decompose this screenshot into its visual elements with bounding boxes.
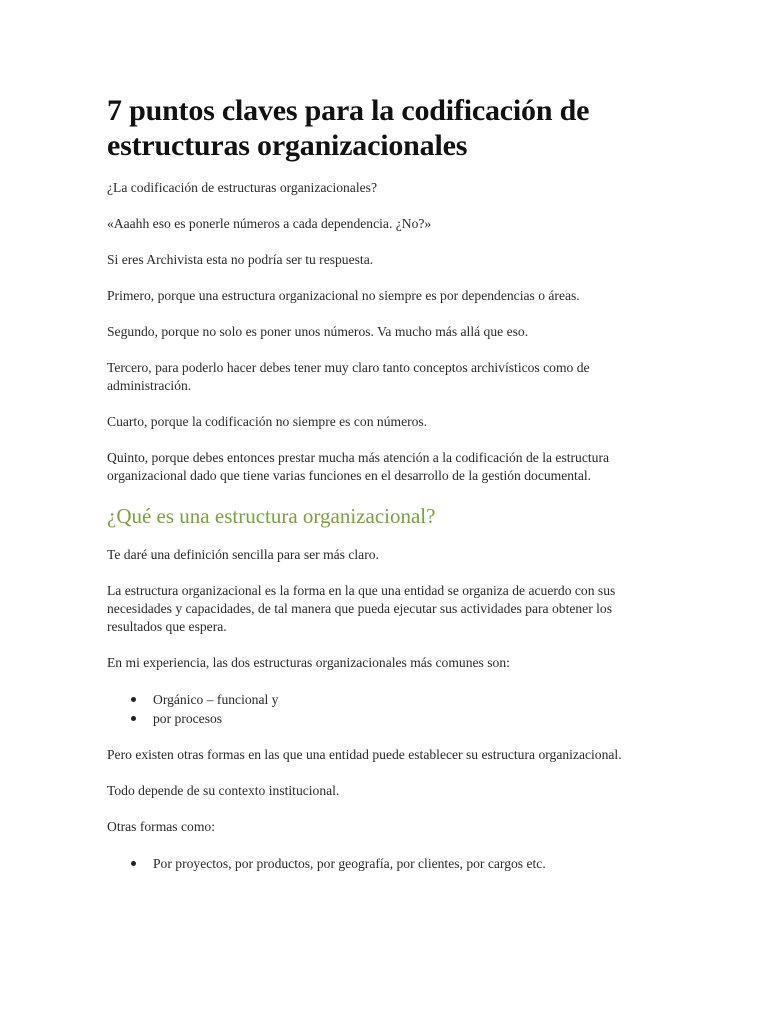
section-heading: ¿Qué es una estructura organizacional?	[107, 504, 436, 528]
intro-paragraph: Quinto, porque debes entonces prestar mucha más atención a la codificación de la estructura organizacional dado que tiene varias funciones en el desarrollo de la gestión documental.	[107, 450, 610, 483]
intro-paragraph: «Aaahh eso es ponerle números a cada dependencia. ¿No?»	[107, 216, 432, 231]
intro-paragraph: ¿La codificación de estructuras organizacionales?	[107, 180, 377, 195]
list-item-text: Orgánico – funcional y	[153, 692, 279, 707]
intro-paragraph: Primero, porque una estructura organizacional no siempre es por dependencias o áreas.	[107, 288, 580, 303]
intro-paragraph: Segundo, porque no solo es poner unos números. Va mucho más allá que eso.	[107, 324, 529, 339]
list-item-text: Por proyectos, por productos, por geografía, por clientes, por cargos etc.	[153, 856, 546, 871]
document-title: 7 puntos claves para la codificación de estructuras organizacionales	[107, 94, 590, 162]
section-paragraph: Te daré una definición sencilla para ser más claro.	[107, 547, 379, 562]
bullet-icon	[131, 861, 136, 866]
section-paragraph: La estructura organizacional es la forma en la que una entidad se organiza de acuerdo con sus necesidades y capacidades, de tal manera que pueda ejecutar sus actividades para obtener los resultados que espera.	[107, 583, 616, 634]
intro-paragraph: Si eres Archivista esta no podría ser tu respuesta.	[107, 252, 374, 267]
list-item	[107, 690, 667, 709]
list-item	[107, 709, 667, 728]
bullet-list-structures	[107, 690, 667, 728]
section-paragraph: Todo depende de su contexto institucional.	[107, 783, 340, 798]
bullet-icon	[131, 697, 136, 702]
list-item-text: por procesos	[153, 711, 223, 726]
section-paragraph: Otras formas como:	[107, 819, 215, 834]
section-paragraph: En mi experiencia, las dos estructuras organizacionales más comunes son:	[107, 655, 510, 670]
section-paragraph: Pero existen otras formas en las que una entidad puede establecer su estructura organizacional.	[107, 747, 622, 762]
intro-paragraph: Cuarto, porque la codificación no siempre es con números.	[107, 414, 428, 429]
document-page	[107, 93, 667, 891]
intro-paragraph: Tercero, para poderlo hacer debes tener muy claro tanto conceptos archivísticos como de administración.	[107, 360, 590, 393]
bullet-icon	[131, 716, 136, 721]
bullet-list-other-forms	[107, 854, 667, 873]
list-item	[107, 854, 667, 873]
